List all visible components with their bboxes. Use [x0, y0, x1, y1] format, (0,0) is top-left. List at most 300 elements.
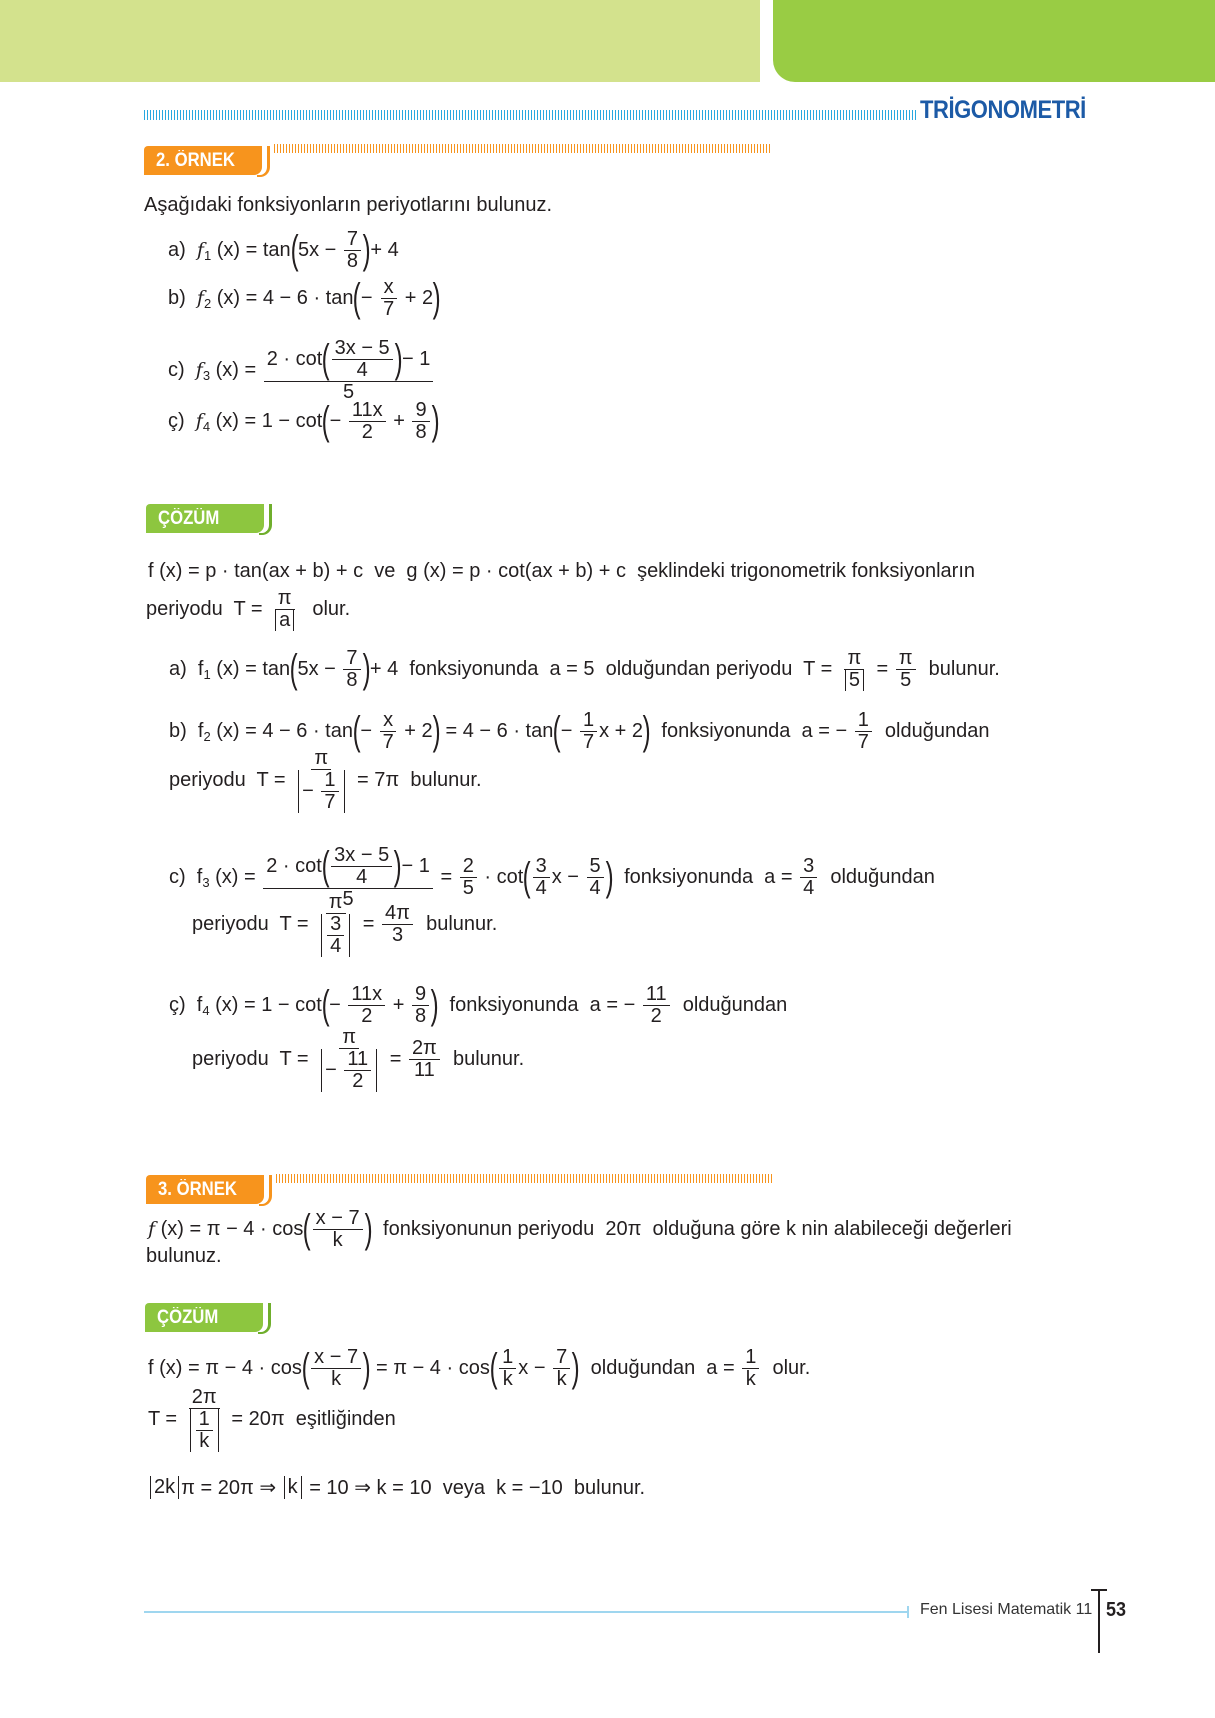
math-text: 7 — [324, 790, 336, 813]
fraction — [553, 1347, 570, 1390]
math-text: 3x − 5 — [334, 336, 390, 359]
fraction — [327, 914, 344, 957]
math-text: k — [331, 1367, 342, 1390]
example-2-item-cc — [168, 389, 439, 453]
math-text: 7 — [383, 297, 395, 320]
denominator — [270, 610, 299, 631]
fraction — [321, 770, 338, 813]
solution-2-a — [169, 637, 1000, 701]
open-paren: ( — [353, 276, 362, 320]
denominator — [358, 1006, 375, 1027]
subscript: 4 — [202, 1002, 210, 1018]
denominator — [743, 1369, 759, 1390]
math-text: 7 — [857, 730, 869, 753]
denominator — [500, 1369, 516, 1390]
math-text: fonksiyonunda a = — [612, 865, 799, 888]
math-text: 8 — [346, 668, 358, 691]
close-paren: ) — [605, 855, 614, 899]
math-text: periyodu T = — [169, 768, 292, 791]
math-text: + 2 — [398, 719, 433, 742]
math-text: 11x — [351, 398, 383, 421]
math-text: 7 — [556, 1345, 568, 1368]
math-text: 1 — [324, 768, 336, 791]
math-text: 9 — [414, 982, 427, 1005]
math-text: (x) = 1 − cot — [209, 993, 322, 1016]
close-paren: ) — [431, 399, 440, 443]
denominator — [330, 1230, 346, 1251]
fraction — [643, 984, 670, 1027]
math-text: − — [325, 1058, 343, 1081]
math-text: x − 7 — [315, 1206, 360, 1229]
math-text: 4 — [803, 876, 815, 899]
math-text: c) f — [169, 865, 203, 888]
solution-2-general-2 — [146, 577, 350, 641]
math-text: + 2 — [399, 286, 434, 309]
math-text: bulunur. — [917, 657, 1000, 680]
example-2-badge — [144, 146, 262, 175]
numerator — [580, 710, 597, 732]
math-text: fonksiyonunda a = − — [438, 993, 641, 1016]
function-name: f — [195, 410, 203, 432]
open-paren: ( — [301, 1346, 310, 1390]
math-text: x — [383, 708, 394, 731]
math-text: (x) = tan — [211, 238, 291, 261]
function-name: f — [148, 1218, 156, 1240]
fraction — [316, 1027, 382, 1092]
numerator — [380, 710, 396, 732]
math-text: olduğundan — [671, 993, 788, 1016]
fraction — [800, 856, 817, 899]
subscript: 2 — [203, 728, 211, 744]
math-text: k — [745, 1367, 756, 1390]
math-text: 8 — [346, 249, 359, 272]
math-text: 5 — [589, 854, 601, 877]
math-text: bulunur. — [441, 1047, 525, 1070]
page-number: 53 — [1106, 1599, 1127, 1621]
math-text: 7 — [346, 227, 359, 250]
math-text: − — [360, 286, 379, 309]
solution-2-badge — [146, 504, 264, 533]
numerator — [327, 914, 344, 936]
math-text: periyodu T = — [146, 597, 269, 620]
numerator — [800, 856, 817, 878]
denominator — [316, 914, 355, 957]
math-text: 1 — [857, 708, 869, 731]
fraction — [313, 1208, 363, 1251]
close-paren: ) — [642, 709, 651, 753]
math-text: π — [898, 646, 913, 669]
denominator — [353, 867, 370, 888]
fraction — [348, 984, 385, 1027]
numerator — [321, 770, 338, 792]
denominator — [321, 792, 338, 813]
subscript: 2 — [203, 295, 212, 311]
numerator — [643, 984, 670, 1006]
denominator — [800, 878, 817, 899]
absolute-value — [321, 1049, 377, 1092]
math-text: 3 — [330, 912, 342, 935]
solution-2-cc-2 — [192, 1027, 524, 1091]
numerator — [412, 400, 429, 422]
fraction — [380, 277, 397, 320]
math-text: 4π — [385, 901, 410, 924]
math-text: · cot — [478, 865, 524, 888]
math-text: b) — [168, 286, 197, 309]
solution-3-line-2 — [148, 1387, 396, 1451]
math-text: − — [329, 993, 347, 1016]
math-text: − — [360, 719, 378, 742]
denominator — [840, 670, 869, 691]
math-text: (x) = 1 − cot — [210, 409, 323, 432]
numerator — [412, 984, 429, 1006]
math-text: − 1 — [402, 347, 431, 370]
math-text: 2π — [191, 1385, 217, 1408]
footer-rule-end — [907, 1606, 909, 1618]
math-text: fonksiyonunda a = − — [650, 719, 853, 742]
math-text: b) f — [169, 719, 204, 742]
open-paren: ( — [321, 399, 330, 443]
math-text: = 4 − 6 · tan — [439, 719, 554, 742]
math-text: 7 — [582, 730, 595, 753]
numerator — [344, 229, 361, 251]
math-text: periyodu T = — [192, 912, 315, 935]
close-paren: ) — [571, 1346, 580, 1390]
numerator — [553, 1347, 570, 1369]
open-paren: ( — [290, 228, 299, 272]
math-text: f (x) = π − 4 · cos — [148, 1356, 302, 1379]
numerator — [349, 400, 386, 422]
close-paren: ) — [362, 1346, 371, 1390]
fraction — [332, 338, 393, 381]
math-text: 7 — [382, 730, 394, 753]
math-text: 2π — [411, 1036, 437, 1059]
math-text: 5 — [462, 876, 474, 899]
math-text: 1 — [198, 1407, 210, 1430]
numerator — [409, 1038, 440, 1060]
example-3-statement-1 — [148, 1197, 1012, 1261]
footer-rule — [144, 1611, 908, 1613]
absolute-value — [190, 1409, 219, 1452]
example-3-statement-2 — [146, 1224, 222, 1288]
absolute-value — [845, 670, 864, 691]
function-name: f — [196, 239, 204, 261]
subscript: 1 — [203, 666, 211, 682]
math-text: k — [556, 1367, 567, 1390]
numerator — [844, 648, 864, 670]
math-text: (x) = — [209, 865, 262, 888]
math-text: 2 — [361, 1004, 373, 1027]
numerator — [499, 1347, 516, 1369]
numerator — [326, 892, 346, 914]
fraction — [840, 648, 869, 691]
math-text: 5x − — [297, 657, 342, 680]
denominator — [412, 422, 429, 443]
open-paren: ( — [289, 647, 298, 691]
open-paren: ( — [321, 337, 330, 381]
math-text: 2 · cot — [266, 347, 323, 370]
function-name: f — [195, 359, 203, 381]
subscript: 4 — [202, 418, 211, 434]
fraction — [349, 400, 386, 443]
numerator — [263, 845, 433, 889]
denominator — [855, 732, 872, 753]
math-text: 8 — [414, 1004, 427, 1027]
math-text: k — [332, 1228, 343, 1251]
denominator — [354, 360, 371, 381]
fraction — [311, 1347, 361, 1390]
badge-label: ÇÖZÜM — [157, 1307, 219, 1328]
math-text: a) f — [169, 657, 204, 680]
example-2-dotted-rule — [274, 144, 772, 153]
denominator — [412, 1006, 429, 1027]
close-paren: ) — [394, 337, 403, 381]
math-text: a — [279, 608, 291, 631]
denominator — [349, 1071, 366, 1092]
math-text: T = — [148, 1407, 183, 1430]
denominator — [380, 299, 397, 320]
fraction — [412, 984, 429, 1027]
absolute-value — [150, 1476, 179, 1499]
fraction — [499, 1347, 516, 1390]
math-text: π — [314, 746, 329, 769]
badge-label: 2. ÖRNEK — [156, 150, 235, 171]
math-text: olduğundan — [819, 865, 935, 888]
math-text: 1 — [582, 708, 595, 731]
open-paren: ( — [522, 855, 531, 899]
math-text: + 4 — [370, 238, 399, 261]
footer-book-title: Fen Lisesi Matematik 11 — [920, 1601, 1093, 1618]
math-text: 3 — [391, 923, 404, 946]
fraction — [382, 903, 413, 946]
fraction — [331, 845, 392, 888]
solution-2-c-2 — [192, 892, 497, 956]
math-text: 2 — [352, 1069, 364, 1092]
fraction — [270, 588, 299, 631]
math-text: 3x − 5 — [334, 843, 390, 866]
math-text: = 7π bulunur. — [351, 768, 482, 791]
denominator — [196, 1431, 212, 1452]
math-text: k — [502, 1367, 513, 1390]
fraction — [344, 1049, 371, 1092]
math-text: 5x − — [298, 238, 342, 261]
open-paren: ( — [489, 1346, 498, 1390]
numerator — [382, 903, 413, 925]
numerator — [381, 277, 397, 299]
fraction — [587, 856, 604, 899]
math-text: π — [328, 890, 343, 913]
open-paren: ( — [321, 983, 330, 1027]
example-2-item-b — [168, 266, 440, 330]
denominator — [554, 1369, 570, 1390]
header-band-dark — [773, 0, 1215, 82]
math-text: x − — [551, 865, 585, 888]
math-text: 2k — [154, 1475, 176, 1498]
numerator — [855, 710, 872, 732]
math-text: 7 — [346, 646, 358, 669]
math-text: x − — [518, 1356, 552, 1379]
subscript: 3 — [202, 874, 210, 890]
numerator — [587, 856, 604, 878]
absolute-value — [321, 914, 350, 957]
math-text: − — [302, 779, 320, 802]
math-text: 5 — [342, 380, 355, 403]
math-text: (x) = — [210, 358, 262, 381]
fraction — [855, 710, 872, 753]
fraction — [409, 1038, 440, 1081]
numerator — [460, 856, 477, 878]
math-text: k — [287, 1475, 298, 1498]
fraction — [380, 710, 397, 753]
math-text: bulunur. — [414, 912, 498, 935]
denominator — [389, 925, 406, 946]
math-text: a) — [168, 238, 197, 261]
math-text: 4 — [356, 358, 368, 381]
numerator — [313, 1208, 363, 1230]
numerator — [196, 1409, 213, 1431]
math-text: k — [199, 1429, 210, 1452]
math-text: olduğundan a = — [579, 1356, 741, 1379]
numerator — [344, 1049, 371, 1071]
math-text: 2 — [361, 420, 373, 443]
math-text: fonksiyonunun periyodu 20π olduğuna göre k nin alabileceği değerleri — [371, 1217, 1012, 1240]
math-text: 11 — [645, 982, 667, 1005]
solution-3-badge — [145, 1303, 263, 1332]
numerator — [311, 748, 331, 770]
math-text: 4 — [356, 865, 368, 888]
math-text: π — [847, 646, 862, 669]
math-text: 4 — [535, 876, 547, 899]
subscript: 3 — [202, 367, 211, 383]
open-paren: ( — [302, 1207, 311, 1251]
chapter-title: TRİGONOMETRİ — [920, 96, 1086, 124]
math-text: − — [560, 719, 578, 742]
fraction — [316, 892, 355, 957]
math-text: 9 — [415, 398, 427, 421]
math-text: olur. — [761, 1356, 811, 1379]
open-paren: ( — [352, 709, 361, 753]
math-text: ç) f — [169, 993, 203, 1016]
math-text: 3 — [535, 854, 547, 877]
math-text: = — [384, 1047, 407, 1070]
open-paren: ( — [321, 844, 330, 888]
header-dotted-rule — [144, 110, 916, 120]
denominator — [293, 770, 349, 813]
numerator — [343, 648, 360, 670]
math-text: − — [329, 409, 347, 432]
math-text: + 4 fonksiyonunda a = 5 olduğundan periyodu T = — [369, 657, 838, 680]
math-text: π — [277, 586, 292, 609]
badge-label: 3. ÖRNEK — [158, 1179, 237, 1200]
numerator — [189, 1387, 220, 1409]
absolute-value — [275, 610, 294, 631]
math-text: periyodu T = — [192, 1047, 315, 1070]
fraction — [533, 856, 550, 899]
math-text: 11 — [414, 1058, 435, 1081]
math-text: = 10 ⇒ k = 10 veya k = −10 bulunur. — [303, 1476, 646, 1499]
footer-divider — [1098, 1589, 1100, 1653]
denominator — [185, 1409, 224, 1452]
close-paren: ) — [393, 844, 402, 888]
function-name: f — [196, 287, 204, 309]
numerator — [896, 648, 916, 670]
math-text: = π − 4 · cos — [370, 1356, 490, 1379]
fraction — [293, 748, 349, 813]
numerator — [348, 984, 385, 1006]
numerator — [311, 1347, 361, 1369]
close-paren: ) — [362, 647, 371, 691]
math-text: ç) — [168, 409, 196, 432]
absolute-value — [298, 770, 344, 813]
fraction — [580, 710, 597, 753]
numerator — [332, 338, 393, 360]
example-2-intro: Aşağıdaki fonksiyonların periyotlarını bulunuz. — [144, 193, 553, 216]
math-text: 8 — [415, 420, 427, 443]
math-text: olduğundan — [873, 719, 990, 742]
close-paren: ) — [362, 228, 371, 272]
badge-label: ÇÖZÜM — [158, 508, 220, 529]
math-text: 4 — [330, 934, 342, 957]
math-text: (x) = tan — [210, 657, 291, 680]
math-text: 5 — [848, 668, 860, 691]
math-text: 5 — [342, 887, 354, 910]
math-text: π = 20π ⇒ — [181, 1476, 282, 1499]
close-paren: ) — [432, 276, 441, 320]
math-text: = 20π eşitliğinden — [225, 1407, 396, 1430]
math-text: π — [342, 1025, 357, 1048]
open-paren: ( — [553, 709, 562, 753]
math-text: = — [434, 865, 458, 888]
math-text: c) — [168, 358, 196, 381]
math-text: + — [387, 409, 411, 432]
footer-divider-cap — [1091, 1589, 1107, 1591]
denominator — [897, 670, 914, 691]
denominator — [327, 936, 344, 957]
math-text: (x) = π − 4 · cos — [155, 1217, 304, 1240]
math-text: 3 — [803, 854, 815, 877]
math-text: − 1 — [401, 854, 430, 877]
math-text: 1 — [502, 1345, 514, 1368]
math-text: (x) = 4 − 6 · tan — [211, 286, 354, 309]
math-text: 11x — [351, 982, 383, 1005]
numerator — [742, 1347, 759, 1369]
numerator — [275, 588, 295, 610]
denominator — [580, 732, 597, 753]
denominator — [411, 1060, 438, 1081]
close-paren: ) — [364, 1207, 373, 1251]
denominator — [587, 878, 604, 899]
close-paren: ) — [430, 983, 439, 1027]
math-text: bulunuz. — [146, 1244, 222, 1267]
math-text: f (x) = p · tan(ax + b) + c ve g (x) = p · cot(ax + b) + c şeklindeki trigonometrik fonksiyonların — [148, 559, 975, 582]
numerator — [264, 338, 434, 382]
numerator — [339, 1027, 359, 1049]
fraction — [412, 400, 429, 443]
denominator — [359, 422, 376, 443]
math-text: olur. — [301, 597, 351, 620]
solution-2-b-2 — [169, 748, 482, 812]
math-text: x − 7 — [314, 1345, 359, 1368]
math-text: 1 — [745, 1345, 757, 1368]
example-3-dotted-rule — [276, 1174, 774, 1183]
math-text: 4 — [589, 876, 601, 899]
solution-3-line-3 — [148, 1455, 645, 1519]
denominator — [343, 670, 360, 691]
math-text: 2 — [650, 1004, 662, 1027]
math-text: 5 — [900, 668, 912, 691]
denominator — [533, 878, 550, 899]
close-paren: ) — [432, 709, 441, 753]
denominator — [316, 1049, 382, 1092]
